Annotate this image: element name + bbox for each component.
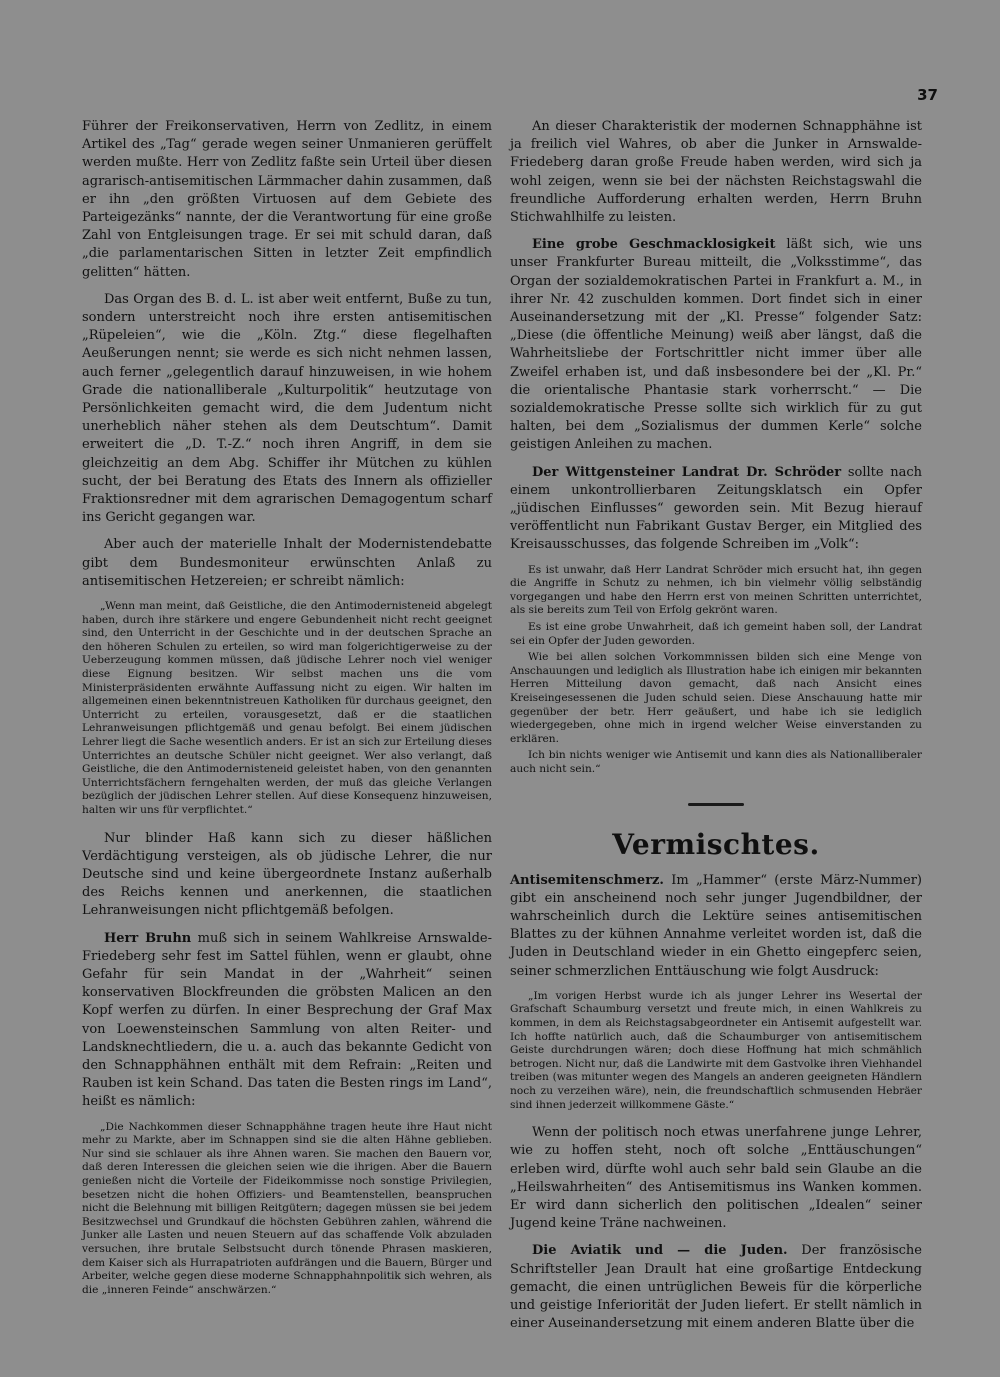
quote-paragraph: „Wenn man meint, daß Geistliche, die den Antimodernisteneid abgelegt haben, durch ihre stärkere und engere Gebundenheit nicht recht geeignet sind, den Unterricht in der Geschichte und in der deutschen Sprache an den höheren Schulen zu erteilen, so wird man folgerichtigerweise zu der Ueberzeugung kommen müssen, daß jüdische Lehrer noch viel weniger diese Eignung besitzen. Wir selbst machen uns die vom Ministerpräsidenten erwähnte Auffassung nicht zu eigen. Wir halten im allgemeinen einen bekenntnistreuen Katholiken für durchaus geeignet, den Unterricht zu erteilen, vorausgesetzt, daß er die staatlichen Lehranweisungen pflichtgemäß und genau befolgt. Bei einem jüdischen Lehrer liegt die Sache wesentlich anders. Er ist an sich zur Erteilung dieses Unterrichtes an deutsche Schüler nicht geeignet. Wer also verlangt, daß Geistliche, die den Antimodernisteneid geleistet haben, von den genannten Unterrichtsfächern ferngehalten werden, der muß das gleiche Verlangen bezüglich der jüdischen Lehrer stellen. Auf diese Konsequenz hinzuweisen, halten wir uns für verpflichtet.“ [82,600,492,816]
paragraph-text: Im „Hammer“ (erste März-Nummer) gibt ein anscheinend noch sehr junger Jugendbildner, der wahrscheinlich durch die Lektüre seines antisemitischen Blattes zu der kühnen Annahme verleitet worden ist, daß die Juden in Deutschland wieder in ein Ghetto eingepferc seien, seiner schmerzlichen Enttäuschung wie folgt Ausdruck: [510,872,922,979]
paragraph-text: Aber auch der materielle Inhalt der Modernistendebatte gibt dem Bundesmoniteur erwünschten Anlaß zu antisemitischen Hetzereien; er schreibt nämlich: [82,537,492,589]
article-paragraph [82,118,492,282]
paragraph-text: Wenn der politisch noch etwas unerfahrene junge Lehrer, wie zu hoffen steht, noch oft solche „Enttäuschungen“ erleben wird, dürfte wohl auch sehr bald sein Glaube an die „Heilswahrheiten“ des Antisemitismus ins Wanken kommen. Er wird dann sicherlich den politischen „Idealen“ seiner Jugend keine Träne nachweinen. [510,1125,922,1232]
article-lead: Herr Bruhn [104,930,192,946]
article-paragraph [82,930,492,1112]
paragraph-text: sollte nach einem unkontrollierbaren Zeitungsklatsch ein Opfer „jüdischen Einflusses“ geworden sein. Mit Bezug hierauf veröffentlicht nun Fabrikant Gustav Berger, ein Mitglied des Kreisausschusses, das folgende Schreiben im „Volk“: [510,464,922,553]
block-quote [510,564,922,777]
block-quote [82,1121,492,1298]
section-heading: Vermischtes. [612,827,820,861]
article-paragraph [510,1242,922,1333]
quote-paragraph: Es ist unwahr, daß Herr Landrat Schröder mich ersucht hat, ihn gegen die Angriffe in Schutz zu nehmen, ich bin vielmehr völlig selbständig vorgegangen und habe den Herrn erst von meinen Schritten unterrichtet, als sie bereits zum Teil von Erfolg gekrönt waren. [510,563,922,617]
paragraph-text: An dieser Charakteristik der modernen Schnapphähne ist ja freilich viel Wahres, ob aber die Junker in Arnswalde-Friedeberg daran große Freude haben werden, wird sich ja wohl zeigen, wenn sie bei der nächsten Reichstagswahl die freundliche Aufforderung erhalten werden, Herrn Bruhn Stichwahlhilfe zu leisten. [510,119,922,226]
quote-paragraph: „Die Nachkommen dieser Schnapphähne tragen heute ihre Haut nicht mehr zu Markte, aber im Schnappen sind sie die alten Hähne geblieben. Nur sind sie schlauer als ihre Ahnen waren. Sie machen den Bauern vor, daß deren Interessen die gleichen seien wie die ihrigen. Aber die Bauern genießen nicht die Vorteile der Fideikommisse noch sonstige Privilegien, besetzen nicht die hohen Offiziers- und Beamtenstellen, beanspruchen nicht die Belehnung mit billigen Reitgütern; dagegen müssen sie bei jedem Besitzwechsel und Grundkauf die höchsten Gebühren zahlen, während die Junker alle Lasten und neuen Steuern auf das schaffende Volk abzuladen versuchen, ihre brutale Selbstsucht durch tönende Phrasen maskieren, dem Kaiser sich als Hurrapatrioten aufdrängen und die Bauern, Bürger und Arbeiter, welche gegen diese moderne Schnapphahnpolitik sich wehren, als die „inneren Feinde“ anschwärzen.“ [82,1120,492,1296]
article-paragraph [82,830,492,921]
article-paragraph [510,118,922,227]
page-number: 37 [917,86,938,104]
section-divider [688,803,744,806]
quote-paragraph: Es ist eine grobe Unwahrheit, daß ich gemeint haben soll, der Landrat sei ein Opfer der Juden geworden. [510,621,922,647]
article-lead: Antisemitenschmerz. [510,872,664,888]
right-column [510,118,922,1342]
article-paragraph [82,291,492,528]
quote-paragraph: „Im vorigen Herbst wurde ich als junger Lehrer ins Wesertal der Grafschaft Schaumburg versetzt und freute mich, in einen Wahlkreis zu kommen, in dem als Reichstagsabgeordneter ein Antisemit aufgestellt war. Ich hoffte natürlich auch, daß die Schaumburger von antisemitischem Geiste durchdrungen wären; doch diese Hoffnung hat mich schmählich betrogen. Nicht nur, daß die Landwirte mit dem Gastvolke ihren Viehhandel treiben (was mitunter wegen des Mangels an anderen geeigneten Händlern noch zu verzeihen wäre), nein, die freundschaftlich schmusenden Hebräer sind ihnen jederzeit willkommene Gäste.“ [510,989,922,1111]
quote-paragraph: Wie bei allen solchen Vorkommnissen bilden sich eine Menge von Anschauungen und lediglich als Illustration habe ich einigen mir bekannten Herren Mitteilung davon gemacht, daß nach Ansicht eines Kreiseingesessenen die Juden schuld seien. Diese Anschauung hatte mir gegenüber der betr. Herr geäußert, und habe ich sie lediglich wiedergegeben, ohne mich in irgend welcher Weise einverstanden zu erklären. [510,651,922,745]
paragraph-text: muß sich in seinem Wahlkreise Arnswalde-Friedeberg sehr fest im Sattel fühlen, wenn er glaubt, ohne Gefahr für sein Mandat in der „Wahrheit“ seinen konservativen Blockfreunden die gröbsten Malicen an den Kopf werfen zu dürfen. In einer Besprechung der Graf Max von Loewensteinschen Sammlung von alten Reiter- und Landsknechtliedern, die u. a. auch das bekannte Gedicht von den Schnapphähnen enthält mit dem Refrain: „Reiten und Rauben ist kein Schand. Das taten die Besten rings im Land“, heißt es nämlich: [82,930,492,1110]
article-paragraph [510,236,922,454]
paragraph-text: Führer der Freikonservativen, Herrn von Zedlitz, in einem Artikel des „Tag“ gerade wegen seiner Unmanieren gerüffelt werden mußte. Herr von Zedlitz faßte sein Urteil über diesen agrarisch-antisemitischen Lärmmacher dahin zusammen, daß er ihn „den größten Virtuosen auf dem Gebiete des Parteigezänks“ nannte, der die Verantwortung für eine große Zahl von Entgleisungen trage. Er sei mit schuld daran, daß „die parlamentarischen Sitten in letzter Zeit empfindlich gelitten“ hätten. [82,119,492,280]
paragraph-text: läßt sich, wie uns unser Frankfurter Bureau mitteilt, die „Volksstimme“, das Organ der sozialdemokratischen Partei in Frankfurt a. M., in ihrer Nr. 42 zuschulden kommen. Dort findet sich in einer Auseinandersetzung mit der „Kl. Presse“ folgender Satz: „Diese (die öffentliche Meinung) weiß aber längst, daß die Wahrheitsliebe der Fortschrittler nicht immer über alle Zweifel erhaben ist, und daß insbesondere bei der „Kl. Pr.“ die orientalische Phantasie stark vorherrscht.“ — Die sozialdemokratische Presse sollte sich wirklich für zu gut halten, bei dem „Sozialismus der dummen Kerle“ solche geistigen Anleihen zu machen. [510,237,922,453]
article-paragraph [82,536,492,591]
article-paragraph [510,464,922,555]
article-paragraph [510,1124,922,1233]
paragraph-text: Der französische Schriftsteller Jean Drault hat eine großartige Entdeckung gemacht, die einen untrüglichen Beweis für die körperliche und geistige Inferiorität der Juden liefert. Er stellt nämlich in einer Auseinandersetzung mit einem anderen Blatte über die [510,1243,922,1332]
block-quote [82,600,492,818]
quote-paragraph: Ich bin nichts weniger wie Antisemit und kann dies als Nationalliberaler auch nicht sein.“ [510,749,922,775]
article-lead: Die Aviatik und — die Juden. [532,1243,788,1259]
block-quote [510,990,922,1112]
paragraph-text: Das Organ des B. d. L. ist aber weit entfernt, Buße zu tun, sondern unterstreicht noch ihre ersten antisemitischen „Rüpeleien“, wie die „Köln. Ztg.“ diese flegelhaften Aeußerungen nennt; sie werde es sich nicht nehmen lassen, auch ferner „gelegentlich darauf hinzuweisen, in wie hohem Grade die nationalliberale „Kulturpolitik“ heutzutage von Persönlichkeiten gemacht wird, die dem Judentum nicht unerheblich näher stehen als dem Deutschtum“. Damit erweitert die „D. T.-Z.“ noch ihren Angriff, in dem sie gleichzeitig an dem Abg. Schiffer ihr Mütchen zu kühlen sucht, der bei Beratung des Etats des Innern als offizieller Fraktionsredner mit dem agrarischen Demagogentum scharf ins Gericht gegangen war. [82,291,492,526]
article-lead: Eine grobe Geschmacklosigkeit [532,237,776,253]
left-column [82,118,492,1309]
article-paragraph [510,872,922,981]
article-lead: Der Wittgensteiner Landrat Dr. Schröder [532,464,842,480]
paragraph-text: Nur blinder Haß kann sich zu dieser häßlichen Verdächtigung versteigen, als ob jüdische Lehrer, die nur Deutsche sind und keine übergeordnete Instanz außerhalb des Reichs kennen und anerkennen, die staatlichen Lehranweisungen nicht pflichtgemäß befolgen. [82,830,492,919]
